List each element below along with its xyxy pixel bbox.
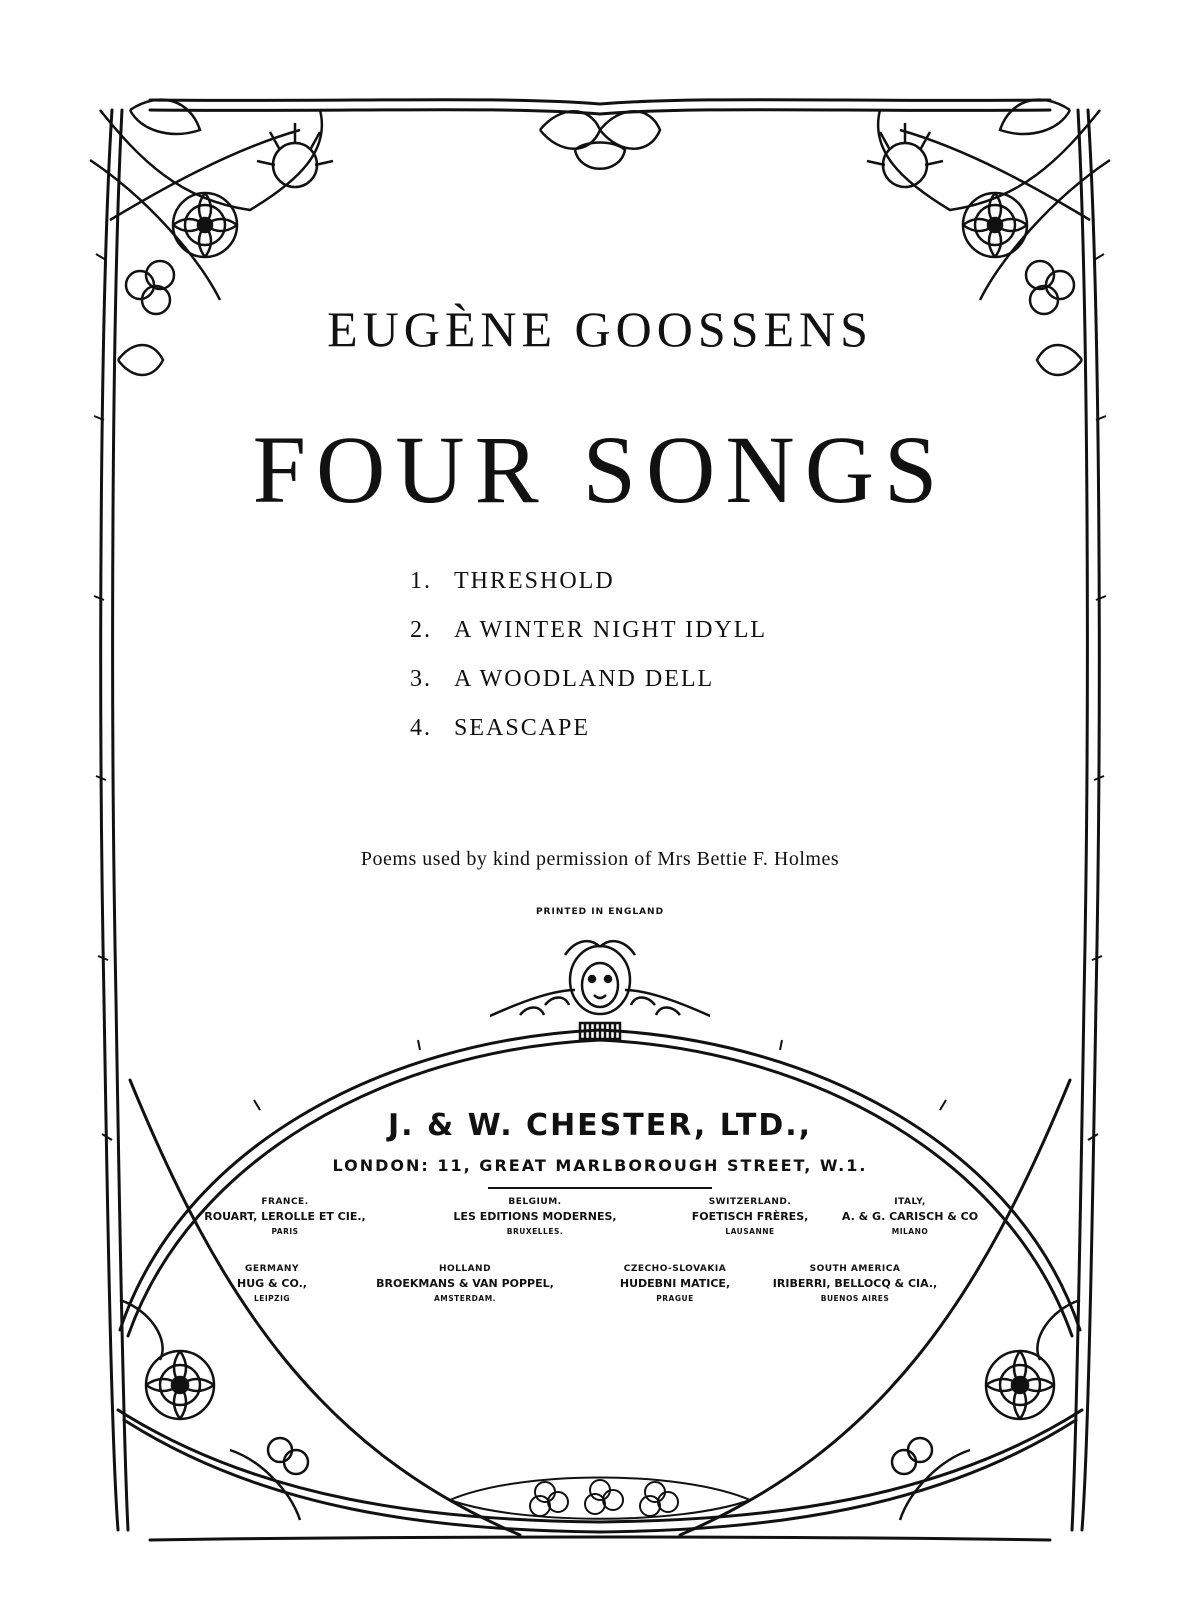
agent-country: SWITZERLAND. [708,1197,792,1207]
agent-firm: BROEKMANS & VAN POPPEL, [376,1277,554,1290]
page-title: FOUR SONGS [252,416,948,523]
agent-belgium [425,1197,645,1236]
song-number: 1. [410,568,432,594]
song-title: A WOODLAND DELL [454,666,715,692]
agent-country: FRANCE. [261,1197,309,1207]
song-title: THRESHOLD [454,568,615,594]
agent-country: BELGIUM. [508,1197,562,1207]
agent-country: SOUTH AMERICA [809,1264,901,1274]
agent-firm: HUDEBNI MATICE, [619,1277,731,1290]
publisher-address: LONDON: 11, GREAT MARLBOROUGH STREET, W.1. [332,1156,868,1175]
agent-country: HOLLAND [438,1264,492,1274]
list-item [410,568,767,617]
agent-firm: ROUART, LEROLLE ET CIE., [204,1210,366,1223]
agent-south-america [745,1264,965,1303]
agent-city: BRUXELLES. [506,1227,564,1236]
agent-holland [355,1264,575,1303]
top-center-leaf-icon [540,111,660,169]
agent-firm: LES EDITIONS MODERNES, [453,1210,617,1223]
agent-firm: IRIBERRI, BELLOCQ & CIA., [772,1277,938,1290]
composer-name: EUGÈNE GOOSSENS [327,301,873,357]
song-number: 2. [410,617,432,643]
agent-city: LEIPZIG [253,1294,291,1303]
agent-city: BUENOS AIRES [820,1294,890,1303]
agent-city: LAUSANNE [725,1227,775,1236]
agent-germany [162,1264,382,1303]
divider [488,1187,712,1189]
agent-country: CZECHO-SLOVAKIA [623,1264,727,1274]
list-item [410,617,767,666]
publisher-name: J. & W. CHESTER, LTD., [387,1108,813,1143]
agent-france [175,1197,395,1236]
song-title: SEASCAPE [454,715,591,741]
song-number: 3. [410,666,432,692]
bottom-shamrock-band [450,1478,750,1519]
agent-firm: FOETISCH FRÈRES, [691,1210,809,1223]
agent-country: GERMANY [245,1264,299,1274]
permission-note: Poems used by kind permission of Mrs Bettie F. Holmes [360,848,840,870]
agent-firm: A. & G. CARISCH & CO [841,1210,979,1223]
printed-note: PRINTED IN ENGLAND [535,907,665,917]
song-number: 4. [410,715,432,741]
panpipes-icon [580,1023,620,1039]
song-title: A WINTER NIGHT IDYLL [454,617,768,643]
agent-city: PRAGUE [656,1294,694,1303]
agent-firm: HUG & CO., [237,1277,307,1290]
agent-country: ITALY, [894,1197,926,1207]
bottom-right-ornament [892,1300,1080,1520]
list-item [410,715,767,764]
agent-city: PARIS [271,1227,299,1236]
top-rail [150,100,1050,104]
agent-city: AMSTERDAM. [433,1294,497,1303]
lion-mask-icon [490,935,710,1055]
song-list [410,568,767,764]
agent-italy [800,1197,1020,1236]
list-item [410,666,767,715]
bottom-left-ornament [120,1300,308,1520]
agent-city: MILANO [891,1227,929,1236]
